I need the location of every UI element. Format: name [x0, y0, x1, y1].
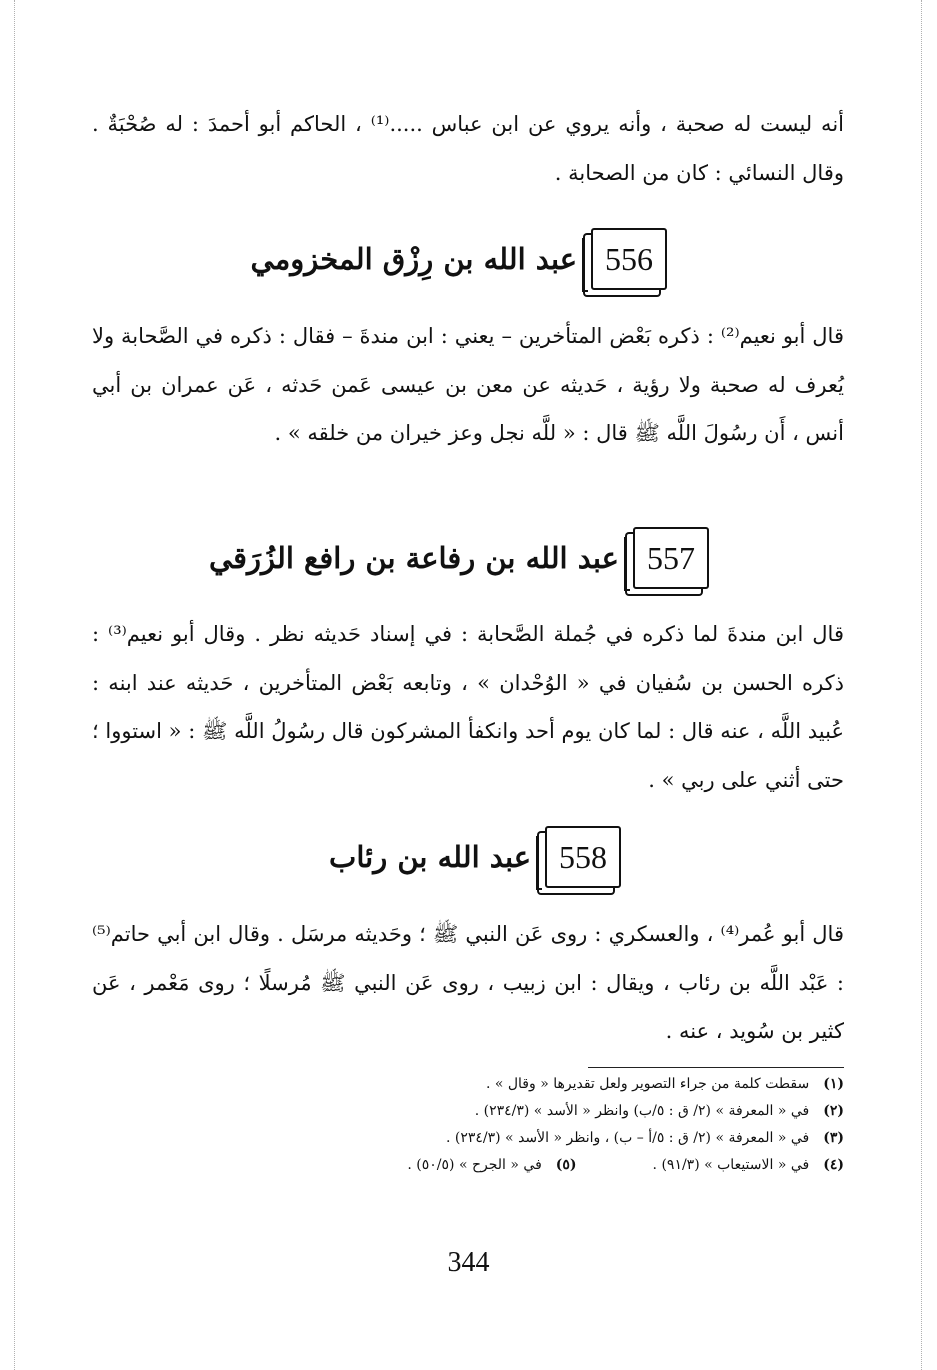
page-number: 344 — [447, 1247, 490, 1278]
footnote — [180, 1098, 844, 1125]
entry-body-556: قال أبو نعيم⁽²⁾ : ذكره بَعْض المتأخرين – يعني : ابن مندةَ – فقال : ذكره في الصَّحابة ولا يُعرف له صحبة ولا رؤية ، حَديثه عن معن بن عيسى عَمن حَدثه ، عَن عمران بن أبي أنس ، أَن رسُولَ اللَّه ﷺ قال : « للَّه نجل وعز خيران من خلقه » . — [92, 324, 844, 446]
footnote-text: سقطت كلمة من جراء التصوير ولعل تقديرها « وقال » . — [485, 1076, 810, 1092]
entry-heading-558 — [329, 826, 621, 888]
footnote — [180, 1125, 844, 1152]
entry-heading-557 — [209, 527, 709, 589]
continuation-paragraph: أنه ليست له صحبة ، وأنه يروي عن ابن عباس .....⁽¹⁾ ، الحاكم أبو أحمدَ : له صُحْبَةٌ . وقال النسائي : كان من الصحابة . — [92, 112, 844, 185]
footnote — [180, 1071, 844, 1098]
footnote-number: (٣) — [823, 1130, 844, 1146]
entry-title: عبد الله بن رفاعة بن رافع الزُرَقي — [208, 541, 619, 575]
footnote-text: في « المعرفة » (٢/ ق : ٥/ب) وانظر « الأسد » (٢٣٤/٣) . — [474, 1103, 810, 1119]
margin-guide-left — [14, 0, 15, 1370]
footnote-separator — [588, 1067, 844, 1068]
footnote-text: في « الاستيعاب » (٩١/٣) . — [652, 1157, 810, 1173]
footnote — [180, 1152, 844, 1179]
entry-title: عبد الله بن رئاب — [329, 840, 531, 874]
entry-number-box: 558 — [545, 826, 621, 888]
entry-body-557: قال ابن مندةَ لما ذكره في جُملة الصَّحابة : في إسناد حَديثه نظر . وقال أبو نعيم⁽³⁾ : ذكره الحسن بن سُفيان في « الوُحْدان » ، وتابعه بَعْض المتأخرين ، حَديثه عند ابنه : عُبيد اللَّه ، عنه قال : لما كان يوم أحد وانكفأ المشركون قال رسُولُ اللَّه ﷺ : « استووا ؛ حتى أثني على ربي » . — [92, 622, 844, 792]
footnote-number: (٥) — [555, 1157, 577, 1173]
footnote-number: (٢) — [823, 1103, 844, 1119]
footnote-text: في « المعرفة » (٢/ ق : ٥/أ – ب) ، وانظر « الأسد » (٢٣٤/٣) . — [445, 1130, 810, 1146]
footnotes — [180, 1071, 844, 1179]
entry-body-558: قال أبو عُمر⁽⁴⁾ ، والعسكري : روى عَن النبي ﷺ ؛ وحَديثه مرسَل . وقال ابن أبي حاتم⁽⁵⁾ : عَبْد اللَّه بن رئاب ، ويقال : ابن زبيب ، روى عَن النبي ﷺ مُرسلًا ؛ روى مَعْمر ، عَن كثير بن سُويد ، عنه . — [92, 922, 844, 1044]
footnote-number: (١) — [823, 1076, 844, 1092]
entry-number-box: 557 — [633, 527, 709, 589]
entry-number-box: 556 — [591, 228, 667, 290]
footnote-text: في « الجرح » (٥٠/٥) . — [407, 1157, 542, 1173]
margin-guide-right — [921, 0, 922, 1370]
footnote-number: (٤) — [823, 1157, 844, 1173]
entry-heading-556 — [251, 228, 667, 290]
entry-title: عبد الله بن رِزْق المخزومي — [250, 242, 577, 276]
